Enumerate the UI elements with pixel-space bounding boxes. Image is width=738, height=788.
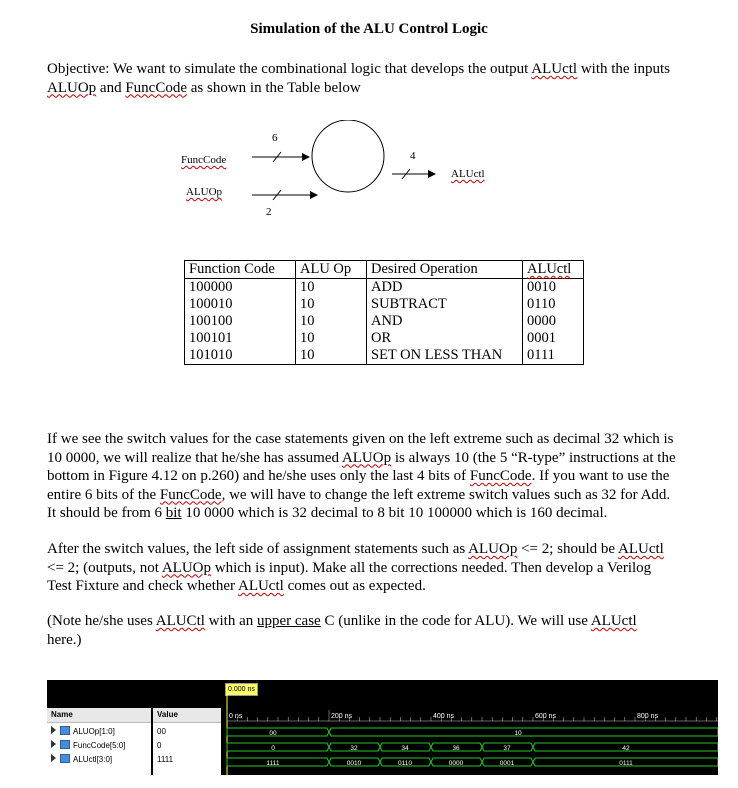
signal-row[interactable] xyxy=(51,726,115,738)
cell-function-code: 100100 xyxy=(185,313,296,330)
time-label: 600 ns xyxy=(535,713,557,720)
paragraph-text: . If you want to use the xyxy=(531,468,670,484)
aluop-arrowhead xyxy=(310,191,318,199)
bus-value: 0110 xyxy=(398,760,412,767)
objective-paragraph xyxy=(47,60,727,97)
bus-value: 32 xyxy=(350,745,358,752)
paragraph-text: If we see the switch values for the case statements given on the left extreme such as decimal 32 which is xyxy=(47,431,674,447)
bit-term: bit xyxy=(165,505,182,521)
expand-icon[interactable] xyxy=(51,726,56,734)
paragraph-text: After the switch values, the left side of assignment statements such as xyxy=(47,541,469,557)
cell-operation: SET ON LESS THAN xyxy=(367,347,523,365)
objective-text: as shown in the Table below xyxy=(187,79,361,96)
time-label: 200 ns xyxy=(331,713,353,720)
page-title: Simulation of the ALU Control Logic xyxy=(250,21,488,37)
function-code-table xyxy=(184,260,584,365)
aluop-width: 2 xyxy=(266,206,272,218)
signal-name: ALUOp[1:0] xyxy=(73,727,115,736)
bus-value: 0000 xyxy=(448,760,464,767)
header-aluctl: ALUctl xyxy=(523,261,584,279)
paragraph-text: entire 6 bits of the xyxy=(47,486,160,503)
signal-name-column xyxy=(47,708,151,775)
funccode-width: 6 xyxy=(272,132,278,144)
paragraph-text: bottom in Figure 4.12 on p.260) and he/she uses only the last 4 bits of xyxy=(47,468,470,484)
aluctl-term: ALUctl xyxy=(531,61,578,77)
bus-segment xyxy=(227,743,329,751)
switch-values-paragraph xyxy=(47,430,727,523)
cell-function-code: 101010 xyxy=(185,347,296,365)
table-row xyxy=(185,313,584,330)
table-row xyxy=(185,279,584,297)
objective-text: Objective: We want to simulate the combinational logic that develops the output xyxy=(47,61,532,77)
paragraph-text: <= 2; (outputs, not xyxy=(47,559,162,576)
bus-value: 1111 xyxy=(266,760,280,767)
paragraph-text: Test Fixture and check whether xyxy=(47,578,238,594)
upper-case-term: upper case xyxy=(256,613,321,629)
aluop-waveform xyxy=(227,728,718,736)
note-paragraph xyxy=(47,612,727,649)
paragraph-text: is always 10 (the 5 “R-type” instructions at the xyxy=(391,449,676,466)
time-label: 800 ns xyxy=(637,713,659,720)
bus-value: 37 xyxy=(503,745,511,752)
aluop-term: ALUOp xyxy=(47,79,97,96)
paragraph-text: It should be from 6 xyxy=(47,505,166,521)
signal-value-column xyxy=(153,708,221,775)
funccode-term: FuncCode xyxy=(125,79,188,96)
signal-value: 0 xyxy=(157,741,162,750)
aluop-term: ALUOp xyxy=(161,559,212,576)
aluop-term: ALUOp xyxy=(468,541,518,557)
aluop-label: ALUOp xyxy=(186,186,223,198)
objective-text: and xyxy=(96,79,126,96)
bus-value: 0111 xyxy=(619,760,633,767)
header-desired-operation: Desired Operation xyxy=(367,261,523,279)
signal-name: FuncCode[5:0] xyxy=(73,741,126,750)
expand-icon[interactable] xyxy=(51,754,56,762)
cell-operation: SUBTRACT xyxy=(367,296,523,313)
cell-function-code: 100000 xyxy=(185,279,296,297)
cell-aluctl: 0000 xyxy=(523,313,584,330)
funccode-arrowhead xyxy=(302,153,310,161)
table-row xyxy=(185,347,584,365)
signal-row[interactable] xyxy=(51,740,125,752)
bus-segment xyxy=(329,728,718,736)
time-label: 0 ns xyxy=(229,713,243,720)
header-alu-op: ALU Op xyxy=(296,261,367,279)
cell-aluctl: 0010 xyxy=(523,279,584,297)
paragraph-text: (Note he/she uses xyxy=(47,613,156,629)
table-header-row xyxy=(185,261,584,279)
bus-signal-icon xyxy=(60,740,70,749)
control-logic-circle xyxy=(312,120,384,192)
cell-function-code: 100010 xyxy=(185,296,296,313)
paragraph-text: , we will have to change the left extreme switch values such as 32 for Add. xyxy=(221,486,671,503)
aluctl-label: ALUctl xyxy=(451,168,485,180)
cell-alu-op: 10 xyxy=(296,279,367,297)
funccode-term: FuncCode xyxy=(469,468,532,484)
cell-operation: OR xyxy=(367,330,523,347)
value-column-header: Value xyxy=(153,708,221,723)
header-function-code: Function Code xyxy=(185,261,296,279)
cell-aluctl: 0110 xyxy=(523,296,584,313)
time-label: 400 ns xyxy=(433,713,455,720)
cell-alu-op: 10 xyxy=(296,313,367,330)
signal-value: 1111 xyxy=(157,755,174,764)
funccode-waveform xyxy=(227,743,718,751)
paragraph-text: C (unlike in the code for ALU). We will use xyxy=(320,613,591,629)
bus-value: 00 xyxy=(269,730,277,737)
paragraph-text: <= 2; should be xyxy=(517,541,618,557)
bus-value: 0001 xyxy=(499,760,515,767)
waveform-viewer[interactable] xyxy=(47,680,718,775)
table-row xyxy=(185,296,584,313)
signal-name: ALUctl[3:0] xyxy=(73,755,113,764)
cell-operation: AND xyxy=(367,313,523,330)
bus-value: 10 xyxy=(514,730,522,737)
time-marker-label: 0.000 ns xyxy=(225,683,258,696)
aluop-term: ALUOp xyxy=(341,449,392,466)
aluctl-term: ALUctl xyxy=(590,613,637,629)
paragraph-text: here.) xyxy=(47,631,82,648)
paragraph-text: 10 0000 which is 32 decimal to 8 bit 10 100000 which is 160 decimal. xyxy=(181,505,608,521)
bus-value: 42 xyxy=(622,745,630,752)
expand-icon[interactable] xyxy=(51,740,56,748)
bus-signal-icon xyxy=(60,726,70,735)
paragraph-text: comes out as expected. xyxy=(283,578,426,594)
table-row xyxy=(185,330,584,347)
funccode-term: FuncCode xyxy=(159,486,222,503)
aluctl-term: ALUctl xyxy=(618,541,664,557)
cell-aluctl: 0111 xyxy=(523,347,584,365)
paragraph-text: with an xyxy=(204,613,257,629)
paragraph-text: which is input). Make all the corrections needed. Then develop a Verilog xyxy=(211,559,652,576)
objective-text: with the inputs xyxy=(577,61,670,77)
cell-alu-op: 10 xyxy=(296,330,367,347)
aluctl-upper-term: ALUCtl xyxy=(155,613,205,629)
paragraph-text: 10 0000, we will realize that he/she has assumed xyxy=(47,449,342,466)
funccode-label: FuncCode xyxy=(181,154,227,166)
cell-function-code: 100101 xyxy=(185,330,296,347)
aluctl-width: 4 xyxy=(410,150,416,162)
cell-aluctl: 0001 xyxy=(523,330,584,347)
signal-value: 00 xyxy=(157,727,166,736)
name-column-header: Name xyxy=(47,708,151,723)
signal-row[interactable] xyxy=(51,754,112,766)
aluctl-waveform xyxy=(227,758,718,766)
aluctl-term: ALUctl xyxy=(237,578,284,594)
corrections-paragraph xyxy=(47,540,727,596)
aluctl-arrowhead xyxy=(428,170,436,178)
bus-value: 34 xyxy=(401,745,409,752)
bus-segment xyxy=(227,728,329,736)
cell-operation: ADD xyxy=(367,279,523,297)
bus-signal-icon xyxy=(60,754,70,763)
cell-alu-op: 10 xyxy=(296,296,367,313)
bus-value: 0 xyxy=(271,745,275,752)
bus-value: 0010 xyxy=(346,760,362,767)
cell-alu-op: 10 xyxy=(296,347,367,365)
bus-value: 36 xyxy=(452,745,460,752)
waveform-canvas[interactable] xyxy=(223,680,718,775)
